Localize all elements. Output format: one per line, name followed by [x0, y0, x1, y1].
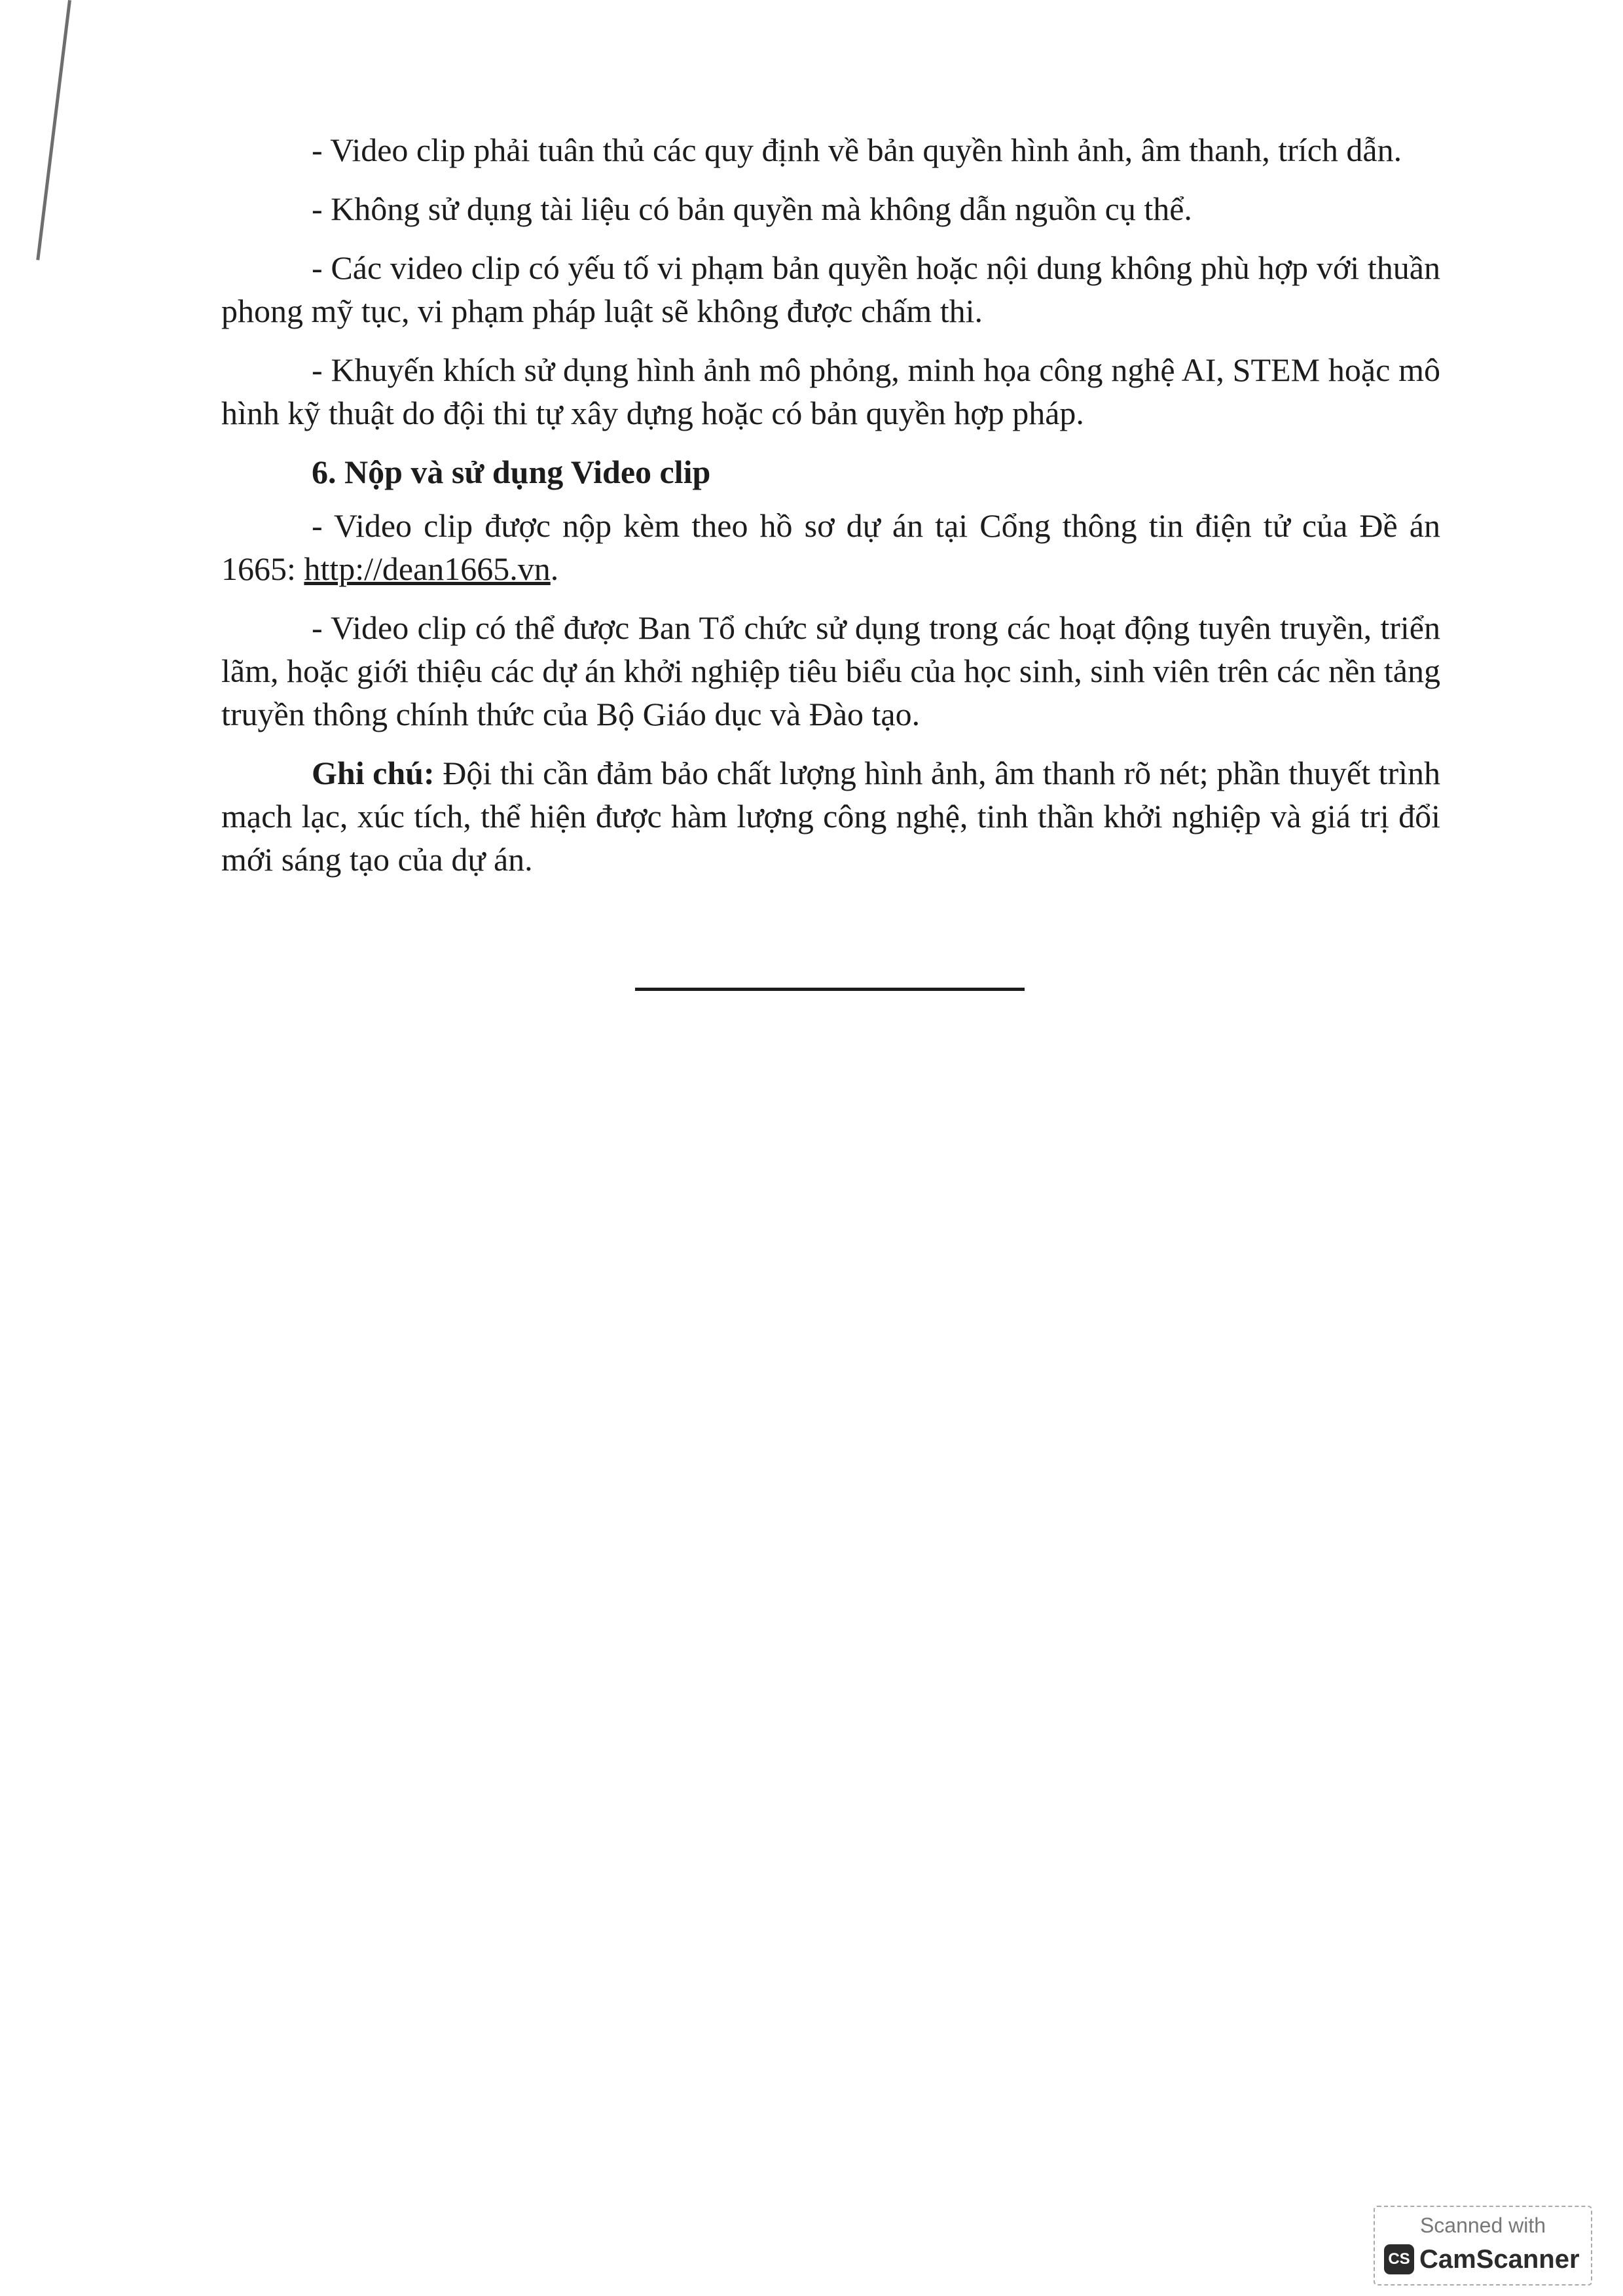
camscanner-logo-icon: CS: [1384, 2244, 1414, 2274]
paragraph-copyright-rules: - Video clip phải tuân thủ các quy định về bản quyền hình ảnh, âm thanh, trích dẫn.: [312, 132, 1402, 168]
watermark-brand-row: [1384, 2242, 1580, 2276]
watermark-brand: CamScanner: [1419, 2244, 1580, 2274]
watermark-scanned-with: Scanned with: [1419, 2214, 1546, 2237]
paragraph-cite-sources: - Không sử dụng tài liệu có bản quyền mà không dẫn nguồn cụ thể.: [312, 190, 1192, 227]
paragraph-submission: [221, 504, 1440, 590]
note-text: Đội thi cần đảm bảo chất lượng hình ảnh, âm thanh rõ nét; phần thuyết trình mạch lạc, xúc tích, thể hiện được hàm lượng công nghệ, tinh thần khởi nghiệp và giá trị đổi mới sáng tạo của dự án.: [221, 755, 1440, 878]
dean1665-link[interactable]: http://dean1665.vn: [304, 550, 551, 587]
camscanner-watermark: [1374, 2206, 1592, 2286]
paragraph-usage: - Video clip có thể được Ban Tổ chức sử dụng trong các hoạt động tuyên truyền, triển lãm, hoặc giới thiệu các dự án khởi nghiệp tiêu biểu của học sinh, sinh viên trên các nền tảng truyền thông chính thức của Bộ Giáo dục và Đào tạo.: [221, 609, 1440, 732]
submission-text: - Video clip được nộp kèm theo hồ sơ dự án tại Cổng thông tin điện tử của Đề án 1665:: [221, 507, 1440, 587]
submission-end: .: [550, 550, 559, 587]
scan-edge-shadow: [36, 0, 71, 260]
end-divider: [635, 988, 1025, 991]
paragraph-encouragement: - Khuyến khích sử dụng hình ảnh mô phỏng, minh họa công nghệ AI, STEM hoặc mô hình kỹ thuật do đội thi tự xây dựng hoặc có bản quyền hợp pháp.: [221, 351, 1440, 431]
paragraph-note: [221, 751, 1440, 881]
document-body: [221, 128, 1440, 897]
section-6-heading: 6. Nộp và sử dụng Video clip: [312, 454, 711, 490]
note-label: Ghi chú:: [312, 755, 435, 791]
paragraph-violations: - Các video clip có yếu tố vi phạm bản quyền hoặc nội dung không phù hợp với thuần phong mỹ tục, vi phạm pháp luật sẽ không được chấm thi.: [221, 249, 1440, 329]
